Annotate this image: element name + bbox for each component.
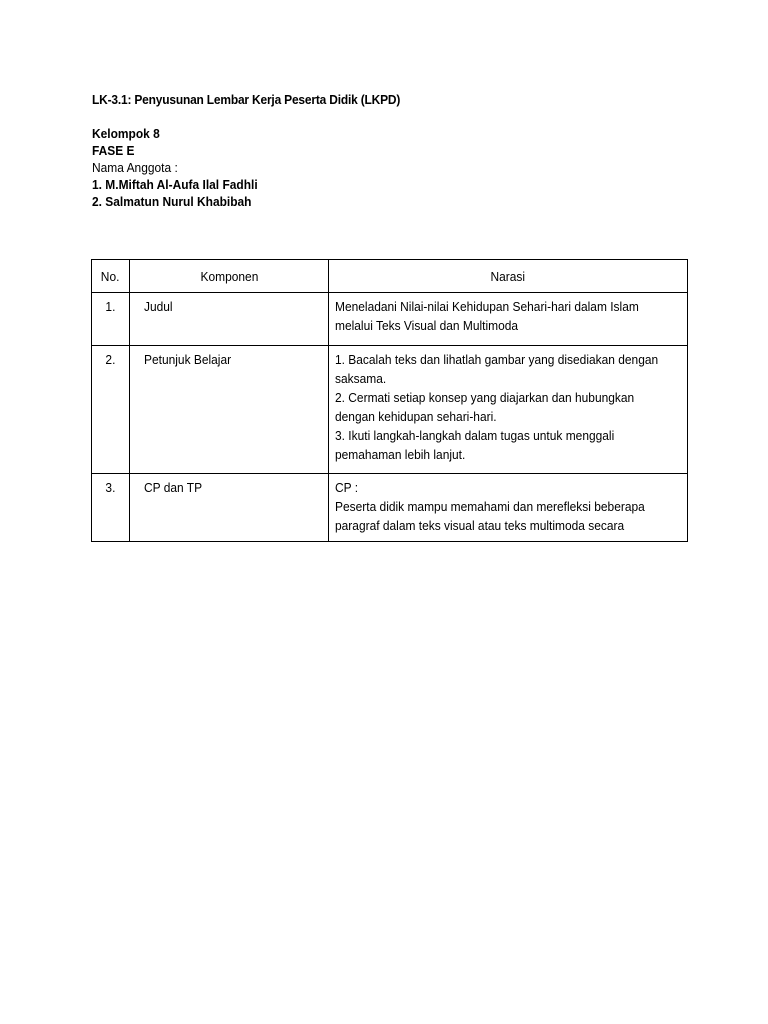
table-row — [92, 293, 688, 346]
header-narasi: Narasi — [329, 260, 688, 293]
row-number: 2. — [92, 346, 130, 474]
row-komponen: CP dan TP — [130, 474, 329, 542]
header-komponen: Komponen — [130, 260, 329, 293]
row-komponen: Judul — [130, 293, 329, 346]
table-row — [92, 474, 688, 542]
row-narasi — [329, 474, 688, 542]
narasi-line: saksama. — [335, 371, 387, 386]
group-number: Kelompok 8 — [92, 126, 160, 141]
narasi-line: paragraf dalam teks visual atau teks multimoda secara — [335, 518, 625, 533]
row-narasi — [329, 346, 688, 474]
narasi-line: melalui Teks Visual dan Multimoda — [335, 318, 519, 333]
table-header-row — [92, 260, 688, 293]
narasi-line: 1. Bacalah teks dan lihatlah gambar yang disediakan dengan — [335, 352, 659, 367]
narasi-line: 2. Cermati setiap konsep yang diajarkan dan hubungkan — [335, 390, 635, 405]
lkpd-table — [91, 259, 688, 542]
phase-label: FASE E — [92, 143, 135, 158]
row-number: 3. — [92, 474, 130, 542]
row-komponen: Petunjuk Belajar — [130, 346, 329, 474]
narasi-line: Peserta didik mampu memahami dan merefleksi beberapa — [335, 499, 645, 514]
table-row — [92, 346, 688, 474]
group-info — [92, 125, 258, 210]
row-narasi — [329, 293, 688, 346]
narasi-line: dengan kehidupan sehari-hari. — [335, 409, 497, 424]
document-title: LK-3.1: Penyusunan Lembar Kerja Peserta Didik (LKPD) — [92, 92, 401, 107]
narasi-line: Meneladani Nilai-nilai Kehidupan Sehari-hari dalam Islam — [335, 299, 639, 314]
narasi-line: pemahaman lebih lanjut. — [335, 447, 466, 462]
members-label: Nama Anggota : — [92, 160, 178, 175]
member-2: 2. Salmatun Nurul Khabibah — [92, 194, 252, 209]
header-no: No. — [92, 260, 130, 293]
narasi-line: CP : — [335, 480, 359, 495]
member-1: 1. M.Miftah Al-Aufa Ilal Fadhli — [92, 177, 258, 192]
row-number: 1. — [92, 293, 130, 346]
narasi-line: 3. Ikuti langkah-langkah dalam tugas untuk menggali — [335, 428, 615, 443]
